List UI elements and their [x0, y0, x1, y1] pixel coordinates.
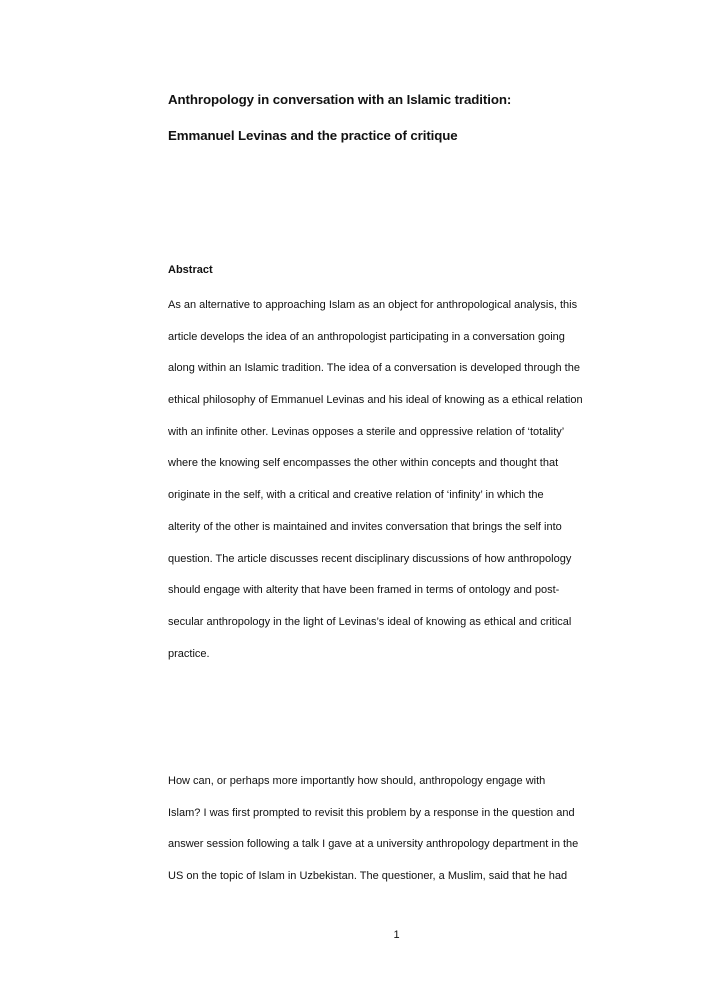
abstract-line: article develops the idea of an anthropologist participating in a conversation going [168, 330, 565, 343]
intro-body [168, 766, 628, 893]
title-line-2: Emmanuel Levinas and the practice of critique [168, 128, 458, 143]
abstract-line: originate in the self, with a critical and creative relation of ‘infinity’ in which the [168, 489, 544, 502]
abstract-line: As an alternative to approaching Islam as an object for anthropological analysis, this [168, 299, 578, 311]
intro-line: answer session following a talk I gave at a university anthropology department in the [168, 838, 579, 851]
abstract-line: question. The article discusses recent disciplinary discussions of how anthropology [168, 552, 572, 565]
abstract-body [168, 290, 628, 670]
abstract-line: ethical philosophy of Emmanuel Levinas and his ideal of knowing as a ethical relation [168, 394, 583, 407]
abstract-line: along within an Islamic tradition. The idea of a conversation is developed through the [168, 362, 580, 375]
abstract-heading: Abstract [168, 264, 213, 276]
abstract-line: practice. [168, 647, 210, 660]
abstract-line: alterity of the other is maintained and invites conversation that brings the self into [168, 520, 562, 533]
intro-line: US on the topic of Islam in Uzbekistan. The questioner, a Muslim, said that he had [168, 870, 568, 883]
abstract-line: should engage with alterity that have been framed in terms of ontology and post- [168, 584, 560, 597]
title-line-1: Anthropology in conversation with an Islamic tradition: [168, 92, 512, 107]
page-number: 1 [393, 929, 400, 941]
abstract-line: with an infinite other. Levinas opposes a sterile and oppressive relation of ‘totality’ [168, 425, 565, 438]
intro-line: How can, or perhaps more importantly how should, anthropology engage with [168, 775, 546, 787]
abstract-line: secular anthropology in the light of Levinas’s ideal of knowing as ethical and critical [168, 615, 572, 628]
abstract-line: where the knowing self encompasses the other within concepts and thought that [168, 457, 559, 470]
intro-line: Islam? I was first prompted to revisit this problem by a response in the question and [168, 806, 575, 819]
